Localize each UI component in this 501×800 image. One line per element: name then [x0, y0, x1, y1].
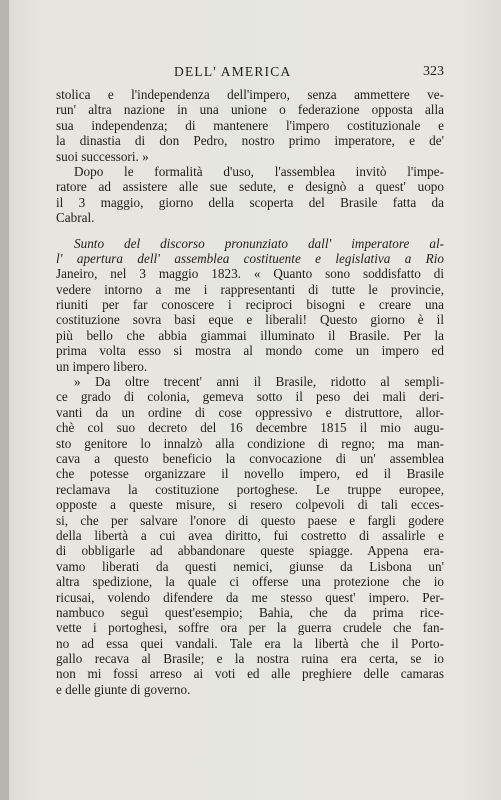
- text-line: Janeiro, nel 3 maggio 1823. « Quanto sono soddisfatto di: [56, 266, 444, 282]
- text-line: suoi successori. »: [56, 148, 149, 164]
- text-line: run' altra nazione in una unione o federazione opposta alla: [56, 102, 444, 118]
- text-line: e delle giunte di governo.: [56, 681, 191, 697]
- running-head: DELL' AMERICA: [174, 64, 292, 79]
- text-line: altra spedizione, la quale ci offerse una protezione che io: [56, 574, 444, 590]
- text-line: riuniti per far conoscere i reciproci bisogni e creare una: [56, 297, 444, 313]
- text-line: reclamava la costituzione portoghese. Le truppe europee,: [56, 481, 444, 497]
- text-line: no ad essa quei vandali. Tale era la libertà che il Porto-: [56, 635, 444, 651]
- page-header: [56, 64, 444, 82]
- body-text: [56, 87, 444, 697]
- page-number: 323: [423, 64, 444, 79]
- text-line: sto genitore lo innalzò alla condizione di regno; ma man-: [56, 435, 444, 451]
- text-line: ce grado di colonia, gemeva sotto il peso dei mali deri-: [56, 389, 444, 405]
- text-line: prima volta esso si mostra al mondo come un impero ed: [56, 343, 444, 359]
- page-binding-edge: [0, 0, 9, 800]
- text-line: un impero libero.: [56, 358, 148, 374]
- text-line: più bello che abbia giammai illuminato il Brasile. Per la: [56, 327, 444, 343]
- text-line: Sunto del discorso pronunziato dall' imperatore al-: [74, 235, 444, 251]
- text-line: della libertà a cui avea diritto, fui costretto di assalirle e: [56, 527, 444, 543]
- text-line: sua independenza; di mantenere l'impero costituzionale e: [56, 117, 444, 133]
- text-line: vanti da un ordine di cose oppressivo e distruttore, allor-: [56, 404, 444, 420]
- text-line: chè col suo decreto del 16 decembre 1815 il mio augu-: [56, 420, 444, 436]
- text-line: ricusai, volendo difendere da me stesso quest' impero. Per-: [56, 589, 444, 605]
- text-line: non mi fossi arreso ai voti ed alle preghiere delle camaras: [56, 666, 444, 682]
- text-line: ratore ad assistere alle sue sedute, e designò a quest' uopo: [56, 179, 444, 195]
- text-line: cava a questo beneficio la convocazione di un' assemblea: [56, 450, 444, 466]
- text-line: di obbligarle ad abbandonare queste spiagge. Appena era-: [56, 543, 444, 559]
- text-line: il 3 maggio, giorno della scoperta del Brasile fatta da: [56, 194, 444, 210]
- text-line: Dopo le formalità d'uso, l'assemblea invitò l'impe-: [74, 163, 444, 179]
- text-line: nambuco seguì quest'esempio; Bahia, che da prima rice-: [56, 604, 444, 620]
- text-line: gallo recava al Brasile; e la nostra ruina era certa, se io: [56, 651, 444, 667]
- text-line: vedere intorno a me i rappresentanti di tutte le provincie,: [56, 281, 444, 297]
- text-line: costituzione sovra basi eque e liberali! Questo giorno è il: [56, 312, 444, 328]
- text-line: stolica e l'independenza dell'impero, senza ammettere ve-: [56, 87, 444, 102]
- text-line: » Da oltre trecent' anni il Brasile, ridotto al sempli-: [74, 374, 444, 390]
- text-line: si, che per salvare l'onore di questo paese e fargli godere: [56, 512, 444, 528]
- text-line: che potesse organizzare il novello impero, ed il Brasile: [56, 466, 444, 482]
- text-line: Cabral.: [56, 210, 95, 226]
- text-line: l' apertura dell' assemblea costituente e legislativa a Rio: [56, 250, 444, 266]
- paragraph-gap: [56, 226, 444, 236]
- text-line: la dinastia di don Pedro, nostro primo imperatore, e de': [56, 133, 444, 149]
- text-line: vette i portoghesi, soffre ora per la guerra crudele che fan-: [56, 620, 444, 636]
- text-line: opposte a queste misure, si resero colpevoli di tali ecces-: [56, 497, 444, 513]
- text-line: vamo liberati da questi nemici, giunse da Lisbona un': [56, 558, 444, 574]
